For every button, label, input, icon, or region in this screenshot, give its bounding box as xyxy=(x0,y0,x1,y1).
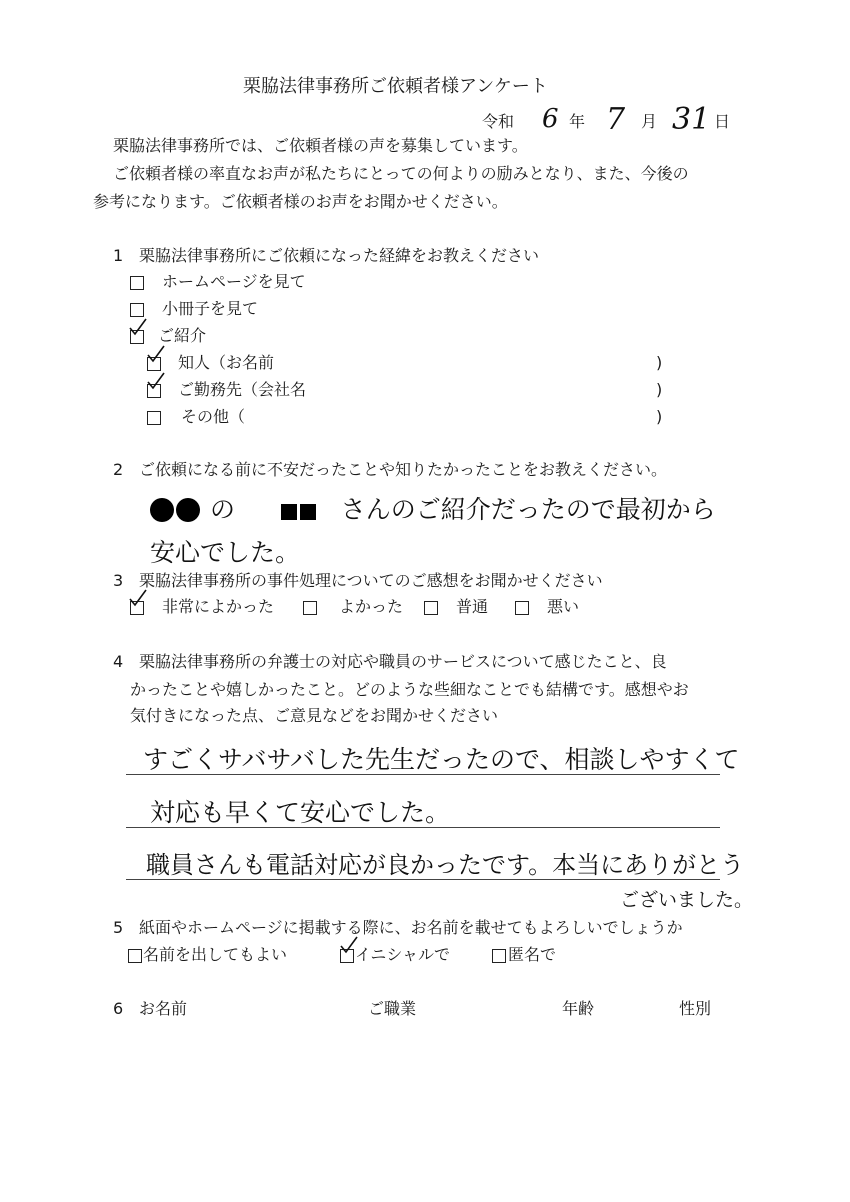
q3-option-average-checkbox[interactable] xyxy=(424,601,438,615)
q5-number: 5 xyxy=(113,918,124,937)
check-mark-icon xyxy=(128,589,148,607)
redaction-dot xyxy=(176,498,200,522)
q1-option-booklet-checkbox[interactable] xyxy=(130,303,144,317)
q6-field-occupation: ご職業 xyxy=(368,999,417,1018)
q5-option-name-label: 名前を出してもよい xyxy=(143,945,288,964)
q5-option-anonymous-label: 匿名で xyxy=(508,945,557,964)
intro-line-1: 栗脇法律事務所では、ご依頼者様の声を募集しています。 xyxy=(113,136,528,155)
q1-number: 1 xyxy=(113,246,124,265)
q4-question-line-1: 栗脇法律事務所の弁護士の対応や職員のサービスについて感じたこと、良 xyxy=(139,652,667,671)
intro-line-2: ご依頼者様の率直なお声が私たちにとっての何よりの励みとなり、また、今後の xyxy=(113,164,689,183)
answer-rule-line xyxy=(126,879,720,880)
q2-number: 2 xyxy=(113,460,124,479)
q4-number: 4 xyxy=(113,652,124,671)
check-mark-icon xyxy=(146,345,166,363)
q2-answer-text: さんのご紹介だったので最初から xyxy=(340,495,716,524)
q4-answer-line-4: ございました。 xyxy=(620,889,754,911)
q3-option-good-label: よかった xyxy=(339,597,404,616)
date-year-value: 6 xyxy=(542,104,559,134)
q3-number: 3 xyxy=(113,571,124,590)
q3-question: 栗脇法律事務所の事件処理についてのご感想をお聞かせください xyxy=(139,571,603,590)
q2-answer-particle: の xyxy=(209,495,235,524)
q4-answer-line-3: 職員さんも電話対応が良かったです。本当にありがとう xyxy=(146,851,745,879)
date-month-unit: 月 xyxy=(641,112,658,131)
q6-field-gender: 性別 xyxy=(679,999,712,1018)
intro-line-3: 参考になります。ご依頼者様のお声をお聞かせください。 xyxy=(93,192,508,211)
q1-question: 栗脇法律事務所にご依頼になった経緯をお教えください xyxy=(139,246,540,265)
redaction-dot xyxy=(150,498,174,522)
q4-answer-line-1: すごくサバサバした先生だったので、相談しやすくて xyxy=(143,745,740,774)
redaction-square xyxy=(300,504,316,520)
q3-option-good-checkbox[interactable] xyxy=(303,601,317,615)
q2-answer-line-2: 安心でした。 xyxy=(150,538,301,567)
q3-option-bad-checkbox[interactable] xyxy=(515,601,529,615)
q1-sub-other-checkbox[interactable] xyxy=(147,411,161,425)
q6-field-age: 年齢 xyxy=(562,999,595,1018)
page-title: 栗脇法律事務所ご依頼者様アンケート xyxy=(243,76,548,97)
q1-sub-other-label: その他（ xyxy=(181,407,246,426)
date-day-value: 31 xyxy=(672,102,711,137)
q3-option-average-label: 普通 xyxy=(456,597,489,616)
date-day-unit: 日 xyxy=(714,112,731,131)
q4-question-line-3: 気付きになった点、ご意見などをお聞かせください xyxy=(130,706,499,725)
q1-sub-workplace-close-paren: ) xyxy=(656,380,663,399)
date-year-unit: 年 xyxy=(569,112,586,131)
q1-sub-acquaintance-close-paren: ) xyxy=(656,353,663,372)
q1-sub-other-close-paren: ) xyxy=(656,407,663,426)
q6-field-name: お名前 xyxy=(139,999,188,1018)
q6-number: 6 xyxy=(113,999,124,1018)
q5-option-initials-label: イニシャルで xyxy=(355,945,451,964)
date-era: 令和 xyxy=(482,112,515,131)
q2-answer-line-1 xyxy=(150,490,716,526)
q5-option-anonymous-checkbox[interactable] xyxy=(492,949,506,963)
answer-rule-line xyxy=(126,827,720,828)
redaction-square xyxy=(281,504,297,520)
check-mark-icon xyxy=(128,318,148,336)
check-mark-icon xyxy=(146,372,166,390)
q3-option-bad-label: 悪い xyxy=(547,597,580,616)
q1-sub-workplace-label: ご勤務先（会社名 xyxy=(178,380,307,399)
q3-option-very-good-label: 非常によかった xyxy=(162,597,275,616)
q1-option-homepage-label: ホームページを見て xyxy=(162,272,306,291)
q4-answer-line-2: 対応も早くて安心でした。 xyxy=(150,798,451,827)
answer-rule-line xyxy=(126,774,720,775)
date-month-value: 7 xyxy=(606,102,626,137)
q2-question: ご依頼になる前に不安だったことや知りたかったことをお教えください。 xyxy=(139,460,668,479)
q5-question: 紙面やホームページに掲載する際に、お名前を載せてもよろしいでしょうか xyxy=(139,918,683,937)
q1-option-referral-label: ご紹介 xyxy=(158,326,207,345)
q5-option-name-checkbox[interactable] xyxy=(128,949,142,963)
q1-sub-acquaintance-label: 知人（お名前 xyxy=(178,353,275,372)
q4-question-line-2: かったことや嬉しかったこと。どのような些細なことでも結構です。感想やお xyxy=(130,680,689,699)
q1-option-booklet-label: 小冊子を見て xyxy=(162,299,259,318)
q1-option-homepage-checkbox[interactable] xyxy=(130,276,144,290)
